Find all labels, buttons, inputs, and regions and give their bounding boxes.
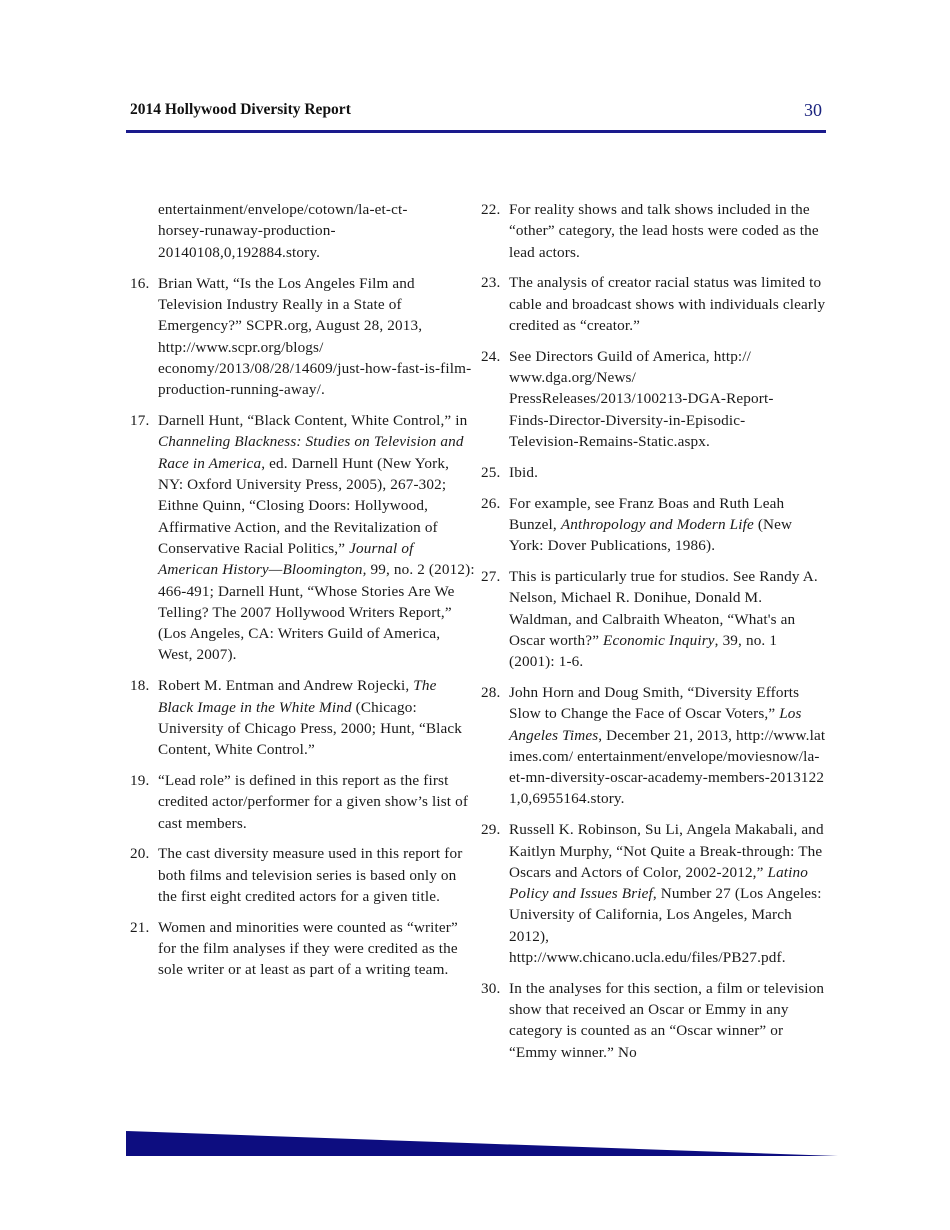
footnote-number: 27. bbox=[481, 567, 501, 585]
footnote-text: The analysis of creator racial status was limited to cable and broadcast shows with individuals clearly credited as “creator.” bbox=[509, 274, 826, 334]
footnote-26 bbox=[481, 493, 826, 557]
footnote-number: 16. bbox=[130, 274, 150, 292]
footnote-text bbox=[158, 675, 475, 760]
footnote-number: 24. bbox=[481, 347, 501, 365]
italic-title: Economic Inquiry bbox=[603, 631, 715, 649]
url-line: www.dga.org/News/ bbox=[509, 369, 636, 387]
url-line: horsey-runaway-production- bbox=[158, 222, 336, 240]
footnote-text: Women and minorities were counted as “writer” for the film analyses if they were credited as the sole writer or at least as part of a writing team. bbox=[158, 918, 458, 979]
footnote-22 bbox=[481, 199, 826, 263]
text-run: , 39, no. 1 (2001): 1-6. bbox=[509, 631, 778, 671]
footnote-number: 19. bbox=[130, 771, 150, 789]
text-run: , Number 27 (Los Angeles: University of California, Los Angeles, March 2012), http://www.chicano.ucla.edu/files/PB27.pdf. bbox=[509, 885, 822, 966]
text-run: (Chicago: University of Chicago Press, 2000; Hunt, “Black Content, White Control.” bbox=[158, 698, 463, 759]
footnote-23 bbox=[481, 272, 826, 336]
italic-title: The Black Image in the White Mind bbox=[158, 677, 437, 716]
url-line: Television-Remains-Static.aspx. bbox=[509, 432, 710, 450]
footnote-text bbox=[509, 566, 826, 672]
footnote-24 bbox=[481, 346, 826, 452]
footnote-text bbox=[509, 682, 826, 810]
footnote-21 bbox=[130, 917, 475, 981]
text-run: , ed. Darnell Hunt (New York, NY: Oxford University Press, 2005), 267-302; Eithne Quinn, “Closing Doors: Hollywood, Affirmative Action, and the Revitalization of Conservative Racial Politics,” bbox=[158, 454, 450, 557]
footnotes-right-column bbox=[481, 199, 826, 1072]
footer-wedge-bar bbox=[126, 1131, 838, 1157]
footnote-15-continuation bbox=[130, 199, 475, 263]
page-number: 30 bbox=[804, 100, 822, 120]
footnote-text bbox=[509, 493, 826, 557]
footnote-20 bbox=[130, 843, 475, 907]
url-line: Finds-Director-Diversity-in-Episodic- bbox=[509, 411, 746, 429]
url-line: 20140108,0,192884.story. bbox=[158, 243, 321, 261]
footnote-number: 18. bbox=[130, 677, 150, 695]
italic-title: Latino Policy and Issues Brief bbox=[509, 863, 809, 903]
footnote-text bbox=[158, 410, 475, 666]
footnote-text: Brian Watt, “Is the Los Angeles Film and Television Industry Really in a State of Emergency?” SCPR.org, August 28, 2013, http://www.scpr.org/blogs/ economy/2013/08/28/14609/just-how-fast-is-film-production-running-away/. bbox=[158, 274, 472, 399]
text-run: John Horn and Doug Smith, “Diversity Efforts Slow to Change the Face of Oscar Voters,” bbox=[509, 683, 800, 723]
footnote-number: 17. bbox=[130, 412, 150, 430]
footnote-30 bbox=[481, 978, 826, 1063]
footnote-number: 29. bbox=[481, 821, 501, 839]
footnote-18 bbox=[130, 675, 475, 760]
text-run: Darnell Hunt, “Black Content, White Control,” in bbox=[158, 412, 468, 430]
footnote-29 bbox=[481, 819, 826, 968]
footnote-text: The cast diversity measure used in this report for both films and television series is based only on the first eight credited actors for a given title. bbox=[158, 845, 463, 905]
footnote-number: 20. bbox=[130, 845, 150, 863]
italic-title: Los Angeles Times bbox=[509, 705, 802, 744]
italic-title: Anthropology and Modern Life bbox=[560, 515, 754, 533]
footnote-text: In the analyses for this section, a film or television show that received an Oscar or Emmy in any category is counted as an “Oscar winner” or “Emmy winner.” No bbox=[509, 979, 825, 1061]
footnote-text: “Lead role” is defined in this report as the first credited actor/performer for a given show’s list of cast members. bbox=[158, 771, 469, 832]
footnote-number: 26. bbox=[481, 494, 501, 512]
report-title: 2014 Hollywood Diversity Report bbox=[130, 101, 351, 118]
url-line: entertainment/envelope/cotown/la-et-ct- bbox=[158, 201, 408, 218]
footnote-28 bbox=[481, 682, 826, 810]
italic-title: Journal of American History—Bloomington, bbox=[158, 539, 414, 579]
footnote-text bbox=[509, 346, 826, 452]
text-run: 99, no. 2 (2012): 466-491; Darnell Hunt, “Whose Stories Are We Telling? The 2007 Hollywood Writers Report,” (Los Angeles, CA: Writers Guild of America, West, 2007). bbox=[158, 561, 475, 664]
text-run: This is particularly true for studios. See Randy A. Nelson, Michael R. Donihue, Donald M. Waldman, and Calbraith Wheaton, “What's an Oscar worth?” bbox=[509, 567, 818, 649]
footnotes-left-column bbox=[130, 199, 475, 990]
footer-wedge bbox=[126, 1131, 838, 1156]
text-run: For example, see Franz Boas and Ruth Leah Bunzel, bbox=[509, 494, 785, 533]
italic-title: Channeling Blackness: Studies on Television and Race in America bbox=[158, 433, 464, 472]
text-run: , December 21, 2013, http://www.latimes.com/ entertainment/envelope/moviesnow/la-et-mn-diversity-oscar-academy-members-20131221,0,6955164.story. bbox=[509, 726, 826, 808]
footnote-number: 30. bbox=[481, 979, 501, 997]
url-line: PressReleases/2013/100213-DGA-Report- bbox=[509, 390, 774, 408]
footnote-16 bbox=[130, 273, 475, 401]
footnote-number: 22. bbox=[481, 201, 501, 218]
footnote-number: 28. bbox=[481, 683, 501, 701]
text-run: Russell K. Robinson, Su Li, Angela Makabali, and Kaitlyn Murphy, “Not Quite a Break-through: The Oscars and Actors of Color, 2002-2012,” bbox=[509, 821, 824, 881]
footnote-number: 25. bbox=[481, 463, 501, 481]
text-line: See Directors Guild of America, http:// bbox=[509, 347, 752, 365]
footnote-number: 23. bbox=[481, 274, 501, 292]
footnote-text: For reality shows and talk shows included in the “other” category, the lead hosts were coded as the lead actors. bbox=[509, 201, 819, 261]
footnote-25 bbox=[481, 462, 826, 483]
footnote-19 bbox=[130, 770, 475, 834]
footnote-27 bbox=[481, 566, 826, 672]
text-run: (New York: Dover Publications, 1986). bbox=[509, 515, 793, 555]
header-rule bbox=[126, 130, 826, 133]
footnote-text bbox=[509, 819, 826, 968]
footnote-17 bbox=[130, 410, 475, 666]
text-run: Robert M. Entman and Andrew Rojecki, bbox=[158, 677, 414, 695]
footnote-number: 21. bbox=[130, 918, 150, 936]
footnote-text: Ibid. bbox=[509, 463, 539, 481]
